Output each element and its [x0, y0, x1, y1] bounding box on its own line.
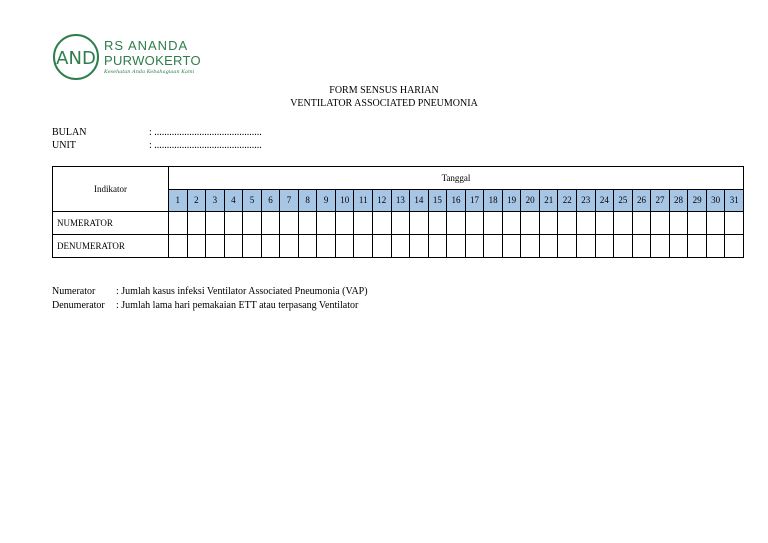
entry-cell[interactable] [539, 212, 558, 235]
tanggal-header: Tanggal [169, 167, 744, 190]
unit-label: UNIT [52, 140, 76, 151]
form-meta [52, 126, 262, 152]
entry-cell[interactable] [410, 235, 429, 258]
entry-cell[interactable] [373, 212, 392, 235]
entry-cell[interactable] [224, 235, 243, 258]
entry-cell[interactable] [447, 235, 466, 258]
form-title [0, 84, 768, 110]
hospital-emblem-icon [52, 33, 100, 81]
note-text: : Jumlah kasus infeksi Ventilator Associated Pneumonia (VAP) [116, 286, 368, 297]
form-title-line1: FORM SENSUS HARIAN [329, 85, 439, 96]
entry-cell[interactable] [169, 212, 188, 235]
entry-cell[interactable] [391, 212, 410, 235]
entry-cell[interactable] [651, 212, 670, 235]
entry-cell[interactable] [484, 235, 503, 258]
entry-cell[interactable] [595, 212, 614, 235]
entry-cell[interactable] [261, 212, 280, 235]
day-header-27: 27 [651, 189, 670, 212]
day-header-13: 13 [391, 189, 410, 212]
note-numerator [52, 285, 368, 299]
hospital-logo [52, 33, 201, 81]
day-header-22: 22 [558, 189, 577, 212]
entry-cell[interactable] [502, 212, 521, 235]
entry-cell[interactable] [224, 212, 243, 235]
entry-cell[interactable] [595, 235, 614, 258]
day-header-5: 5 [243, 189, 262, 212]
entry-cell[interactable] [243, 212, 262, 235]
entry-cell[interactable] [206, 235, 225, 258]
entry-cell[interactable] [521, 212, 540, 235]
entry-cell[interactable] [669, 212, 688, 235]
notes [52, 285, 368, 313]
census-table [52, 166, 744, 258]
entry-cell[interactable] [725, 212, 744, 235]
day-header-25: 25 [614, 189, 633, 212]
note-text: : Jumlah lama hari pemakaian ETT atau terpasang Ventilator [116, 300, 359, 311]
note-label: Numerator [52, 286, 96, 297]
entry-cell[interactable] [651, 235, 670, 258]
day-header-24: 24 [595, 189, 614, 212]
entry-cell[interactable] [391, 235, 410, 258]
note-denumerator [52, 299, 368, 313]
entry-cell[interactable] [298, 212, 317, 235]
entry-cell[interactable] [354, 235, 373, 258]
bulan-label: BULAN [52, 127, 87, 138]
entry-cell[interactable] [577, 212, 596, 235]
day-header-7: 7 [280, 189, 299, 212]
day-header-23: 23 [577, 189, 596, 212]
entry-cell[interactable] [428, 235, 447, 258]
entry-cell[interactable] [298, 235, 317, 258]
day-header-31: 31 [725, 189, 744, 212]
entry-cell[interactable] [447, 212, 466, 235]
entry-cell[interactable] [706, 235, 725, 258]
entry-cell[interactable] [373, 235, 392, 258]
entry-cell[interactable] [169, 235, 188, 258]
entry-cell[interactable] [706, 212, 725, 235]
day-header-9: 9 [317, 189, 336, 212]
row-label-numerator: NUMERATOR [53, 212, 169, 235]
form-title-line2: VENTILATOR ASSOCIATED PNEUMONIA [290, 98, 478, 109]
entry-cell[interactable] [428, 212, 447, 235]
day-header-2: 2 [187, 189, 206, 212]
day-header-10: 10 [335, 189, 354, 212]
logo-city: PURWOKERTO [104, 53, 201, 68]
day-header-1: 1 [169, 189, 188, 212]
entry-cell[interactable] [243, 235, 262, 258]
bulan-field[interactable]: : ........................................... [149, 127, 262, 138]
day-header-19: 19 [502, 189, 521, 212]
logo-initials: AND [56, 48, 96, 69]
day-header-28: 28 [669, 189, 688, 212]
day-header-15: 15 [428, 189, 447, 212]
day-header-12: 12 [373, 189, 392, 212]
entry-cell[interactable] [354, 212, 373, 235]
entry-cell[interactable] [558, 212, 577, 235]
entry-cell[interactable] [669, 235, 688, 258]
day-header-30: 30 [706, 189, 725, 212]
entry-cell[interactable] [335, 235, 354, 258]
bulan-row [52, 126, 262, 139]
entry-cell[interactable] [187, 212, 206, 235]
table-row [53, 212, 744, 235]
entry-cell[interactable] [410, 212, 429, 235]
entry-cell[interactable] [521, 235, 540, 258]
day-header-18: 18 [484, 189, 503, 212]
note-label: Denumerator [52, 300, 105, 311]
entry-cell[interactable] [725, 235, 744, 258]
logo-name: RS ANANDA [104, 38, 189, 53]
entry-cell[interactable] [577, 235, 596, 258]
logo-tagline: Kesehatan Anda Kebahagiaan Kami [104, 69, 195, 75]
entry-cell[interactable] [632, 235, 651, 258]
day-header-14: 14 [410, 189, 429, 212]
entry-cell[interactable] [614, 235, 633, 258]
entry-cell[interactable] [206, 212, 225, 235]
table-header-row [53, 167, 744, 190]
entry-cell[interactable] [688, 235, 707, 258]
day-header-4: 4 [224, 189, 243, 212]
day-header-3: 3 [206, 189, 225, 212]
entry-cell[interactable] [502, 235, 521, 258]
table-row [53, 235, 744, 258]
entry-cell[interactable] [465, 212, 484, 235]
entry-cell[interactable] [558, 235, 577, 258]
unit-field[interactable]: : ........................................... [149, 140, 262, 151]
entry-cell[interactable] [280, 212, 299, 235]
entry-cell[interactable] [484, 212, 503, 235]
entry-cell[interactable] [688, 212, 707, 235]
entry-cell[interactable] [261, 235, 280, 258]
day-header-20: 20 [521, 189, 540, 212]
day-header-6: 6 [261, 189, 280, 212]
entry-cell[interactable] [280, 235, 299, 258]
entry-cell[interactable] [317, 212, 336, 235]
row-label-denumerator: DENUMERATOR [53, 235, 169, 258]
day-header-17: 17 [465, 189, 484, 212]
entry-cell[interactable] [317, 235, 336, 258]
unit-row [52, 139, 262, 152]
day-header-29: 29 [688, 189, 707, 212]
day-header-21: 21 [539, 189, 558, 212]
entry-cell[interactable] [632, 212, 651, 235]
day-header-16: 16 [447, 189, 466, 212]
indikator-header: Indikator [53, 167, 169, 212]
entry-cell[interactable] [465, 235, 484, 258]
entry-cell[interactable] [614, 212, 633, 235]
day-header-8: 8 [298, 189, 317, 212]
entry-cell[interactable] [335, 212, 354, 235]
entry-cell[interactable] [539, 235, 558, 258]
entry-cell[interactable] [187, 235, 206, 258]
day-header-26: 26 [632, 189, 651, 212]
day-header-11: 11 [354, 189, 373, 212]
